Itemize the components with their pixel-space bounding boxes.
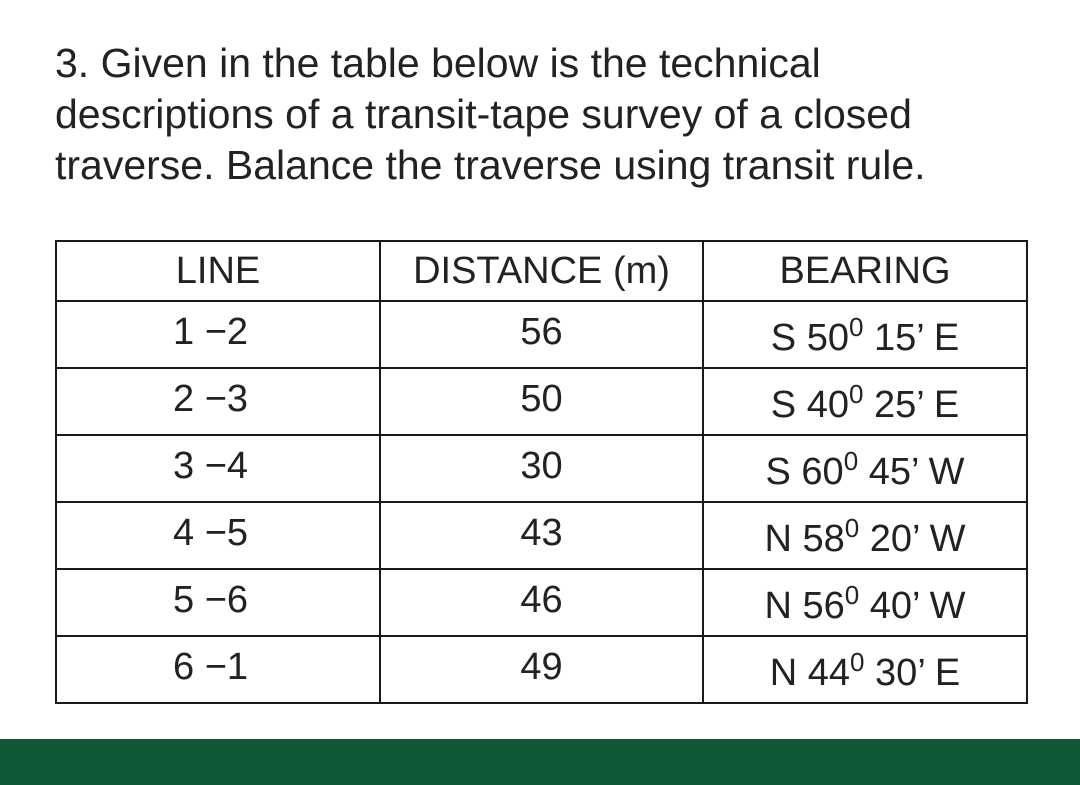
- bearing-dir1: N: [764, 585, 792, 627]
- bearing-cell: [703, 301, 1027, 368]
- distance-value: 46: [520, 579, 563, 621]
- bearing-minutes: 30’: [875, 652, 925, 694]
- bearing-degrees: 58: [802, 518, 845, 560]
- line-cell: [56, 502, 380, 569]
- bearing-degrees: 44: [807, 652, 851, 694]
- degree-superscript: 0: [844, 580, 860, 610]
- header-distance: DISTANCE (m): [380, 241, 703, 301]
- bearing-value: [770, 312, 960, 360]
- bearing-value: [764, 513, 966, 561]
- distance-value: 49: [520, 646, 563, 688]
- line-cell: [56, 368, 380, 435]
- bearing-dir2: E: [933, 384, 960, 426]
- distance-cell: [380, 569, 703, 636]
- problem-line-2: descriptions of a transit-tape survey of a closed: [55, 91, 912, 137]
- bearing-dir1: N: [764, 518, 792, 560]
- line-value: 6 −1: [173, 646, 249, 688]
- bearing-degrees: 60: [801, 451, 844, 493]
- table-row: [56, 569, 1027, 636]
- bearing-value: [770, 379, 960, 427]
- bearing-value: [769, 647, 961, 695]
- bearing-value: [764, 580, 966, 628]
- distance-cell: [380, 368, 703, 435]
- degree-superscript: 0: [843, 446, 859, 476]
- bearing-dir1: N: [769, 652, 798, 694]
- bearing-degrees: 56: [802, 585, 845, 627]
- line-value: 5 −6: [173, 579, 249, 621]
- bearing-minutes: 45’: [868, 451, 919, 493]
- line-cell: [56, 569, 380, 636]
- bearing-cell: [703, 435, 1027, 502]
- line-cell: [56, 435, 380, 502]
- bearing-dir2: E: [933, 317, 960, 359]
- problem-statement: [55, 38, 1035, 191]
- table-row: [56, 636, 1027, 703]
- bearing-minutes: 15’: [874, 317, 924, 359]
- traverse-table: [55, 240, 1028, 704]
- bearing-minutes: 20’: [869, 518, 920, 560]
- bearing-degrees: 50: [806, 317, 849, 359]
- bearing-dir1: S: [765, 451, 791, 493]
- distance-cell: [380, 502, 703, 569]
- distance-cell: [380, 301, 703, 368]
- bearing-cell: [703, 368, 1027, 435]
- bearing-dir2: W: [928, 451, 965, 493]
- distance-value: 50: [520, 378, 563, 420]
- line-value: 1 −2: [173, 311, 249, 353]
- header-bearing: BEARING: [703, 241, 1027, 301]
- table-row: [56, 502, 1027, 569]
- bearing-dir2: E: [934, 652, 961, 694]
- problem-line-1: 3. Given in the table below is the technical: [55, 40, 821, 86]
- bearing-value: [765, 446, 965, 494]
- line-cell: [56, 636, 380, 703]
- degree-superscript: 0: [844, 513, 860, 543]
- bearing-dir2: W: [929, 518, 966, 560]
- bearing-dir1: S: [770, 317, 797, 359]
- degree-superscript: 0: [850, 647, 865, 677]
- distance-value: 30: [520, 445, 563, 487]
- bearing-cell: [703, 636, 1027, 703]
- distance-cell: [380, 636, 703, 703]
- bearing-minutes: 25’: [874, 384, 924, 426]
- distance-value: 43: [520, 512, 563, 554]
- header-line: LINE: [56, 241, 380, 301]
- bearing-degrees: 40: [806, 384, 849, 426]
- line-cell: [56, 301, 380, 368]
- distance-cell: [380, 435, 703, 502]
- table-row: [56, 435, 1027, 502]
- distance-value: 56: [520, 311, 563, 353]
- bearing-cell: [703, 569, 1027, 636]
- line-value: 2 −3: [173, 378, 249, 420]
- table-row: [56, 368, 1027, 435]
- degree-superscript: 0: [848, 312, 864, 342]
- degree-superscript: 0: [848, 379, 864, 409]
- table-header-row: [56, 241, 1027, 301]
- line-value: 4 −5: [173, 512, 249, 554]
- bearing-cell: [703, 502, 1027, 569]
- line-value: 3 −4: [173, 445, 249, 487]
- problem-line-3: traverse. Balance the traverse using transit rule.: [55, 142, 926, 188]
- bearing-dir1: S: [770, 384, 797, 426]
- footer-bar: [0, 739, 1080, 785]
- bearing-minutes: 40’: [869, 585, 920, 627]
- table-row: [56, 301, 1027, 368]
- bearing-dir2: W: [929, 585, 966, 627]
